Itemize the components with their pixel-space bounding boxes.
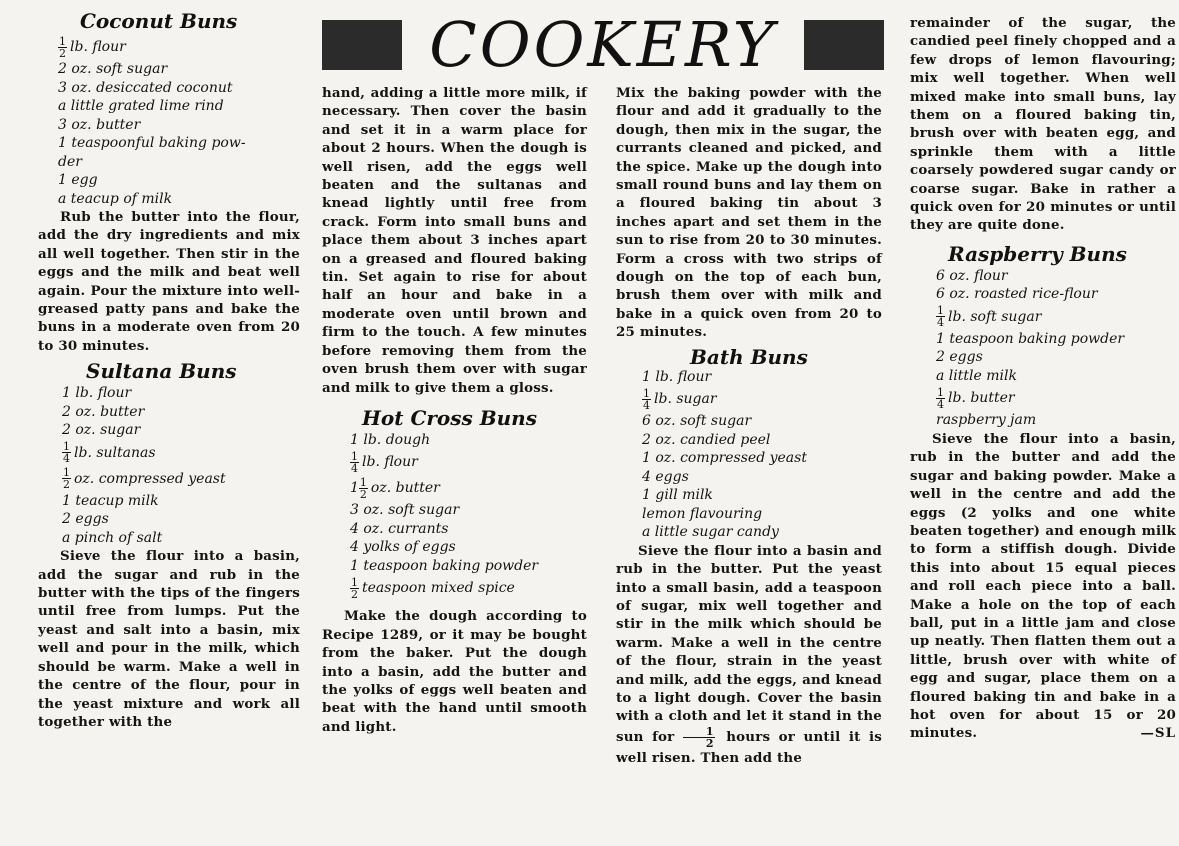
- ingredient-whole-number: 1: [350, 480, 359, 497]
- ingredient-text: 3 oz. desiccated coconut: [58, 79, 233, 96]
- fraction-denominator: 2: [359, 487, 367, 501]
- ingredient-text: a little milk: [936, 367, 1017, 384]
- recipe-title-bath-buns: Bath Buns: [690, 344, 808, 369]
- method-fraction-denominator: 2: [705, 736, 714, 750]
- ingredient-item: [62, 492, 300, 511]
- ingredient-item: [350, 475, 587, 501]
- ingredient-text: der: [58, 153, 82, 170]
- fraction-denominator: 4: [937, 316, 944, 330]
- ingredient-item: [936, 304, 1176, 330]
- fraction-numerator: 1: [351, 575, 358, 589]
- ingredient-text: lemon flavouring: [642, 505, 763, 522]
- ingredient-item: [936, 411, 1176, 430]
- ingredient-text: 3 oz. butter: [58, 116, 141, 133]
- fraction-numerator: 1: [59, 34, 66, 48]
- method-bath-buns-part-b: hours or until it is well risen. Then add the: [616, 728, 882, 766]
- ingredient-text: 1 lb. flour: [62, 385, 132, 402]
- ingredient-fraction: [62, 441, 71, 464]
- ingredient-fraction: [350, 577, 359, 600]
- ingredient-item: [62, 466, 300, 492]
- column-3: [616, 84, 882, 767]
- ingredient-item: [642, 468, 882, 487]
- ingredient-item: [936, 348, 1176, 367]
- ingredients-sultana-buns: [62, 384, 300, 547]
- ingredient-text: 6 oz. roasted rice-flour: [936, 286, 1098, 303]
- masthead: [322, 6, 892, 84]
- method-hot-cross-buns: Make the dough according to Recipe 1289, or it may be bought from the baker. Put the dough into a basin, add the butter and the yolks of eggs well beaten and beat with the hand until smooth and light.: [322, 608, 587, 735]
- ingredient-text: a little sugar candy: [642, 524, 779, 541]
- ingredient-item: [642, 431, 882, 450]
- ingredient-item: [58, 97, 300, 116]
- column-2: [322, 84, 587, 736]
- fraction-denominator: 4: [63, 452, 70, 466]
- recipe-title-raspberry-buns: Raspberry Buns: [948, 241, 1127, 266]
- ingredient-item: [62, 510, 300, 529]
- ingredient-text: 4 oz. currants: [350, 520, 449, 537]
- method-bath-buns: [616, 542, 882, 767]
- method-raspberry-buns: [910, 430, 1176, 743]
- ingredient-item: [58, 79, 300, 98]
- ingredient-item: [350, 557, 587, 576]
- ingredients-coconut-buns: [58, 34, 300, 208]
- fraction-denominator: 4: [937, 397, 944, 411]
- fraction-denominator: 2: [59, 46, 66, 60]
- ingredient-text: a pinch of salt: [62, 529, 163, 546]
- title-bar-right: [804, 20, 884, 70]
- ingredient-text: 1 lb. flour: [642, 368, 712, 385]
- ingredients-bath-buns: [642, 368, 882, 542]
- ingredient-item: [350, 575, 587, 601]
- ingredient-text: 1 teaspoon baking powder: [936, 330, 1125, 347]
- ingredient-item: [350, 520, 587, 539]
- ingredient-item: [936, 367, 1176, 386]
- ingredient-text: lb. sultanas: [74, 444, 156, 461]
- page-title: COOKERY: [429, 8, 777, 81]
- ingredient-text: 6 oz. flour: [936, 267, 1008, 284]
- ingredient-text: 2 oz. soft sugar: [58, 61, 168, 77]
- ingredient-text: a teacup of milk: [58, 190, 173, 207]
- ingredient-text: oz. compressed yeast: [74, 470, 226, 487]
- column-1: [38, 8, 300, 731]
- ingredient-item: [350, 449, 587, 475]
- ingredient-fraction: [936, 305, 945, 328]
- ingredient-text: oz. butter: [370, 480, 440, 497]
- ingredient-text: a little grated lime rind: [58, 98, 224, 114]
- fraction-numerator: 1: [937, 304, 944, 318]
- ingredient-item: [642, 412, 882, 431]
- ingredient-item: [62, 529, 300, 548]
- ingredient-item: [58, 60, 300, 79]
- ingredient-text: lb. soft sugar: [948, 308, 1042, 325]
- ingredient-text: lb. flour: [70, 39, 126, 55]
- title-bar-left: [322, 20, 402, 70]
- fraction-numerator: 1: [63, 440, 70, 454]
- method-raspberry-buns-text: Sieve the flour into a basin, rub in the butter and add the sugar and baking powder. Make a well in the centre and add the eggs (2 yolks and one white beaten together) and enough milk to form a stiffish dough. Divide this into about 15 equal pieces and roll each piece into a ball. Make a hole on the top of each ball, put in a little jam and close up neatly. Then flatten them out a little, brush over with white of egg and sugar, place them on a floured baking tin and bake in a hot oven for about 15 or 20 minutes.: [910, 430, 1176, 742]
- ingredient-text: 2 oz. candied peel: [642, 431, 771, 448]
- ingredient-item: [58, 134, 300, 153]
- ingredient-item: [642, 368, 882, 387]
- ingredient-text: lb. butter: [948, 390, 1015, 407]
- ingredient-text: 2 oz. butter: [62, 403, 145, 420]
- fraction-numerator: 1: [63, 466, 70, 480]
- fraction-denominator: 2: [351, 587, 358, 601]
- ingredient-item: [58, 34, 300, 60]
- ingredient-text: 2 oz. sugar: [62, 422, 141, 439]
- ingredient-text: 1 lb. dough: [350, 431, 431, 448]
- ingredient-text: 2 eggs: [62, 511, 109, 528]
- ingredients-hot-cross-buns: [350, 431, 587, 602]
- ingredient-item: [62, 421, 300, 440]
- recipe-title-sultana-buns: Sultana Buns: [86, 359, 237, 384]
- ingredient-item: [62, 440, 300, 466]
- ingredient-item: [58, 116, 300, 135]
- fraction-denominator: 4: [351, 461, 358, 475]
- ingredient-text: 1 gill milk: [642, 487, 713, 504]
- ingredient-item: [936, 267, 1176, 286]
- ingredient-item: [936, 285, 1176, 304]
- ingredient-fraction: [350, 451, 359, 474]
- ingredient-item: [642, 449, 882, 468]
- ingredient-text: 1 teaspoonful baking pow-: [58, 135, 246, 151]
- ingredient-text: teaspoon mixed spice: [362, 580, 515, 597]
- ingredient-item: [642, 505, 882, 524]
- ingredient-text: 4 yolks of eggs: [350, 539, 456, 556]
- ingredient-text: 3 oz. soft sugar: [350, 502, 460, 519]
- ingredient-item: [62, 384, 300, 403]
- ingredient-text: raspberry jam: [936, 412, 1037, 429]
- method-hot-cross-buns-continued: Mix the baking powder with the flour and add it gradually to the dough, then mix in the sugar, the currants cleaned and picked, and the spice. Make up the dough into small round buns and lay them on a floured baking tin about 3 inches apart and set them in the sun to rise from 20 to 30 minutes. Form a cross with two strips of dough on the top of each bun, brush them over with milk and bake in a quick oven from 20 to 25 minutes.: [616, 85, 882, 341]
- fraction-denominator: 4: [643, 398, 650, 412]
- ingredient-text: lb. flour: [362, 454, 418, 471]
- ingredient-item: [350, 431, 587, 450]
- recipe-title-coconut-buns: Coconut Buns: [80, 9, 238, 33]
- ingredient-item: [642, 523, 882, 542]
- ingredient-text: 1 oz. compressed yeast: [642, 450, 807, 467]
- fraction-numerator: 1: [359, 475, 367, 489]
- ingredient-fraction: [642, 388, 651, 411]
- ingredient-text: 6 oz. soft sugar: [642, 413, 752, 430]
- ingredient-item: [58, 171, 300, 190]
- ingredient-fraction: [936, 387, 945, 410]
- ingredient-fraction: [58, 36, 67, 59]
- ingredient-item: [350, 538, 587, 557]
- ingredient-item: [62, 403, 300, 422]
- ingredient-item: [936, 330, 1176, 349]
- ingredient-text: 4 eggs: [642, 468, 689, 485]
- recipe-title-hot-cross-buns: Hot Cross Buns: [362, 405, 537, 430]
- method-coconut-buns: Rub the butter into the flour, add the dry ingredients and mix all well together. Then stir in the eggs and the milk and beat well again. Pour the mixture into well-greased patty pans and bake the buns in a moderate oven from 20 to 30 minutes.: [38, 209, 300, 354]
- fraction-denominator: 2: [63, 478, 70, 492]
- fraction-numerator: 1: [937, 385, 944, 399]
- ingredient-text: lb. sugar: [654, 391, 717, 408]
- ingredients-raspberry-buns: [936, 267, 1176, 430]
- ingredient-fraction: [359, 477, 368, 500]
- ingredient-item: [58, 190, 300, 209]
- fraction-numerator: 1: [643, 386, 650, 400]
- method-sultana-buns-continued: hand, adding a little more milk, if necessary. Then cover the basin and set it in a warm place for about 2 hours. When the dough is well risen, add the eggs well beaten and the sultanas and knead lightly until free from crack. Form into small buns and place them about 3 inches apart on a greased and floured baking tin. Set again to rise for about half an hour and bake in a moderate oven until brown and firm to the touch. A few minutes before removing them from the oven brush them over with sugar and milk to give them a gloss.: [322, 85, 587, 396]
- ingredient-item: [642, 386, 882, 412]
- ingredient-item: [350, 501, 587, 520]
- ingredient-item: [642, 486, 882, 505]
- ingredient-text: 1 egg: [58, 172, 98, 188]
- method-sultana-buns: Sieve the flour into a basin, add the sugar and rub in the butter with the tips of the fingers until free from lumps. Put the yeast and salt into a basin, mix well and pour in the milk, which should be warm. Make a well in the centre of the flour, pour in the yeast mixture and work all together with the: [38, 548, 300, 730]
- method-bath-buns-part-a: Sieve the flour into a basin and rub in the butter. Put the yeast into a small basin, add a teaspoon of sugar, mix well together and stir in the milk which should be warm. Make a well in the centre of the flour, strain in the yeast and milk, add the eggs, and knead to a light dough. Cover the basin with a cloth and let it stand in the sun for: [616, 542, 882, 745]
- ingredient-item: [936, 385, 1176, 411]
- ingredient-fraction: [62, 467, 71, 490]
- ingredient-text: 2 eggs: [936, 349, 983, 366]
- author-signature: —SL: [1140, 725, 1176, 742]
- fraction-numerator: 1: [351, 449, 358, 463]
- ingredient-item: [58, 153, 300, 172]
- method-bath-buns-continued: remainder of the sugar, the candied peel finely chopped and a few drops of lemon flavouring; mix well together. When well mixed make into small buns, lay them on a floured baking tin, brush over with beaten egg, and sprinkle them with a little coarsely powdered sugar candy or coarse sugar. Bake in rather a quick oven for 20 minutes or until they are quite done.: [910, 15, 1176, 234]
- method-fraction-numerator: 1: [683, 726, 715, 738]
- method-fraction: [683, 726, 715, 749]
- ingredient-text: 1 teaspoon baking powder: [350, 557, 539, 574]
- ingredient-text: 1 teacup milk: [62, 492, 159, 509]
- column-4: [910, 14, 1176, 743]
